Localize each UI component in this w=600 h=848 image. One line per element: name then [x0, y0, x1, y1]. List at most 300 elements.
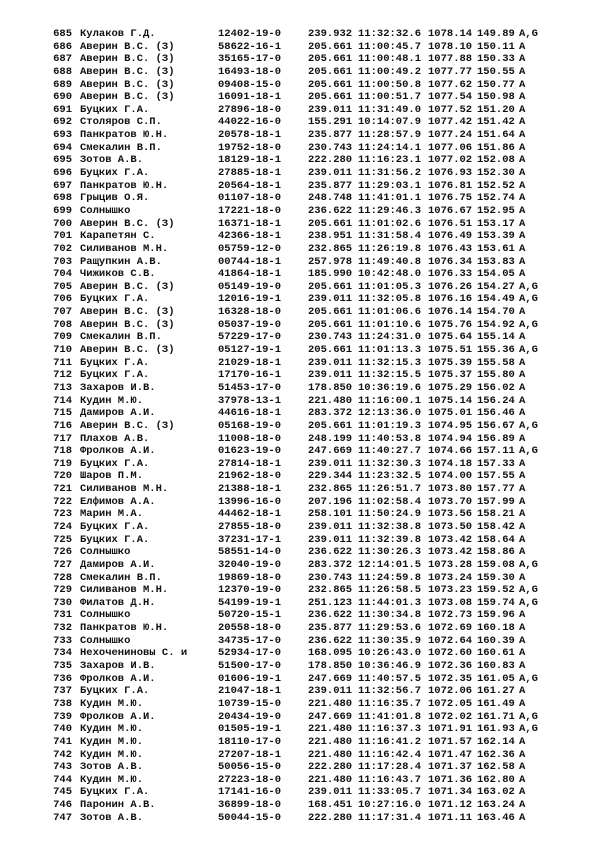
points: 155.36: [477, 344, 515, 357]
points: 162.80: [477, 773, 515, 786]
points: 162.36: [477, 748, 515, 761]
flags: A: [519, 634, 526, 647]
arrival-time: 10:26:43.0: [358, 647, 422, 660]
points: 153.39: [477, 230, 515, 243]
flags: A: [519, 192, 526, 205]
flags: A: [519, 811, 526, 824]
speed: 1076.26: [428, 280, 473, 293]
row-number: 732: [53, 622, 72, 635]
row-number: 690: [53, 91, 72, 104]
arrival-time: 11:02:58.4: [358, 495, 422, 508]
points: 150.77: [477, 78, 515, 91]
flags: A,G: [519, 28, 538, 40]
speed: 1073.42: [428, 533, 473, 546]
result-row: [46, 609, 586, 622]
row-number: 718: [53, 445, 72, 458]
result-row: [46, 812, 586, 825]
row-number: 719: [53, 457, 72, 470]
row-number: 704: [53, 268, 72, 281]
participant-name: Солнышко: [80, 204, 131, 217]
row-number: 707: [53, 306, 72, 319]
result-row: [46, 41, 586, 54]
distance-km: 239.011: [308, 685, 353, 698]
participant-name: Солнышко: [80, 609, 131, 622]
speed: 1077.02: [428, 154, 473, 167]
row-number: 685: [53, 28, 72, 40]
row-number: 703: [53, 255, 72, 268]
flags: A: [519, 470, 526, 483]
result-row: [46, 647, 586, 660]
flags: A: [519, 622, 526, 635]
speed: 1077.24: [428, 129, 473, 142]
result-row: [46, 205, 586, 218]
speed: 1075.29: [428, 381, 473, 394]
flags: A,G: [519, 280, 538, 293]
row-number: 708: [53, 318, 72, 331]
ring-code: 12016-19-1: [218, 293, 282, 306]
participant-name: Аверин В.С. (З): [80, 318, 175, 331]
distance-km: 232.865: [308, 584, 353, 597]
arrival-time: 11:00:50.8: [358, 78, 422, 91]
participant-name: Плахов А.В.: [80, 432, 150, 445]
flags: A: [519, 255, 526, 268]
points: 159.74: [477, 596, 515, 609]
speed: 1072.64: [428, 634, 473, 647]
arrival-time: 11:01:13.3: [358, 344, 422, 357]
arrival-time: 12:14:01.5: [358, 558, 422, 571]
speed: 1077.77: [428, 65, 473, 78]
arrival-time: 11:29:53.6: [358, 622, 422, 635]
result-row: [46, 749, 586, 762]
points: 159.08: [477, 558, 515, 571]
points: 156.67: [477, 419, 515, 432]
points: 151.86: [477, 141, 515, 154]
row-number: 699: [53, 204, 72, 217]
participant-name: Буцких Г.А.: [80, 356, 150, 369]
points: 155.80: [477, 369, 515, 382]
points: 151.64: [477, 129, 515, 142]
distance-km: 236.622: [308, 609, 353, 622]
speed: 1071.57: [428, 735, 473, 748]
points: 161.05: [477, 672, 515, 685]
points: 154.49: [477, 293, 515, 306]
result-row: [46, 180, 586, 193]
distance-km: 235.877: [308, 129, 353, 142]
points: 157.11: [477, 445, 515, 458]
result-row: [46, 395, 586, 408]
points: 152.95: [477, 204, 515, 217]
flags: A: [519, 697, 526, 710]
result-row: [46, 445, 586, 458]
arrival-time: 11:32:39.8: [358, 533, 422, 546]
distance-km: 235.877: [308, 179, 353, 192]
participant-name: Елфимов А.А.: [80, 495, 156, 508]
participant-name: Захаров И.В.: [80, 660, 156, 673]
distance-km: 221.480: [308, 697, 353, 710]
result-row: [46, 331, 586, 344]
points: 156.24: [477, 394, 515, 407]
flags: A: [519, 647, 526, 660]
arrival-time: 11:31:49.0: [358, 103, 422, 116]
distance-km: 239.011: [308, 457, 353, 470]
ring-code: 10739-15-0: [218, 697, 282, 710]
distance-km: 283.372: [308, 407, 353, 420]
speed: 1077.42: [428, 116, 473, 129]
result-row: [46, 420, 586, 433]
participant-name: Смекалин В.П.: [80, 141, 162, 154]
speed: 1073.08: [428, 596, 473, 609]
distance-km: 221.480: [308, 773, 353, 786]
row-number: 727: [53, 558, 72, 571]
participant-name: Чижиков С.В.: [80, 268, 156, 281]
row-number: 736: [53, 672, 72, 685]
speed: 1077.52: [428, 103, 473, 116]
row-number: 702: [53, 242, 72, 255]
arrival-time: 11:16:43.7: [358, 773, 422, 786]
participant-name: Кудин М.Ю.: [80, 394, 144, 407]
ring-code: 19752-18-0: [218, 141, 282, 154]
row-number: 712: [53, 369, 72, 382]
speed: 1072.02: [428, 710, 473, 723]
result-row: [46, 761, 586, 774]
arrival-time: 11:00:51.7: [358, 91, 422, 104]
points: 162.14: [477, 735, 515, 748]
distance-km: 221.480: [308, 394, 353, 407]
speed: 1072.36: [428, 660, 473, 673]
row-number: 716: [53, 419, 72, 432]
arrival-time: 11:16:41.2: [358, 735, 422, 748]
points: 150.11: [477, 40, 515, 53]
ring-code: 20578-18-1: [218, 129, 282, 142]
ring-code: 20434-19-0: [218, 710, 282, 723]
distance-km: 239.011: [308, 533, 353, 546]
ring-code: 01107-18-0: [218, 192, 282, 205]
ring-code: 44022-16-0: [218, 116, 282, 129]
ring-code: 44616-18-1: [218, 407, 282, 420]
row-number: 706: [53, 293, 72, 306]
result-row: [46, 79, 586, 92]
speed: 1073.80: [428, 483, 473, 496]
result-row: [46, 597, 586, 610]
participant-name: Буцких Г.А.: [80, 103, 150, 116]
speed: 1076.16: [428, 293, 473, 306]
row-number: 746: [53, 799, 72, 812]
distance-km: 239.011: [308, 356, 353, 369]
participant-name: Панкратов Ю.Н.: [80, 129, 169, 142]
arrival-time: 12:13:36.0: [358, 407, 422, 420]
result-row: [46, 293, 586, 306]
result-row: [46, 344, 586, 357]
arrival-time: 11:40:53.8: [358, 432, 422, 445]
result-row: [46, 382, 586, 395]
result-row: [46, 521, 586, 534]
points: 160.39: [477, 634, 515, 647]
result-row: [46, 635, 586, 648]
distance-km: 232.865: [308, 483, 353, 496]
participant-name: Панкратов Ю.Н.: [80, 179, 169, 192]
row-number: 730: [53, 596, 72, 609]
result-row: [46, 786, 586, 799]
speed: 1074.95: [428, 419, 473, 432]
flags: A: [519, 685, 526, 698]
participant-name: Аверин В.С. (З): [80, 78, 175, 91]
participant-name: Дамиров А.И.: [80, 558, 156, 571]
arrival-time: 11:32:56.7: [358, 685, 422, 698]
distance-km: 205.661: [308, 419, 353, 432]
arrival-time: 11:33:05.7: [358, 786, 422, 799]
result-row: [46, 483, 586, 496]
participant-name: Кудин М.Ю.: [80, 735, 144, 748]
result-row: [46, 116, 586, 129]
result-row: [46, 433, 586, 446]
row-number: 726: [53, 546, 72, 559]
participant-name: Фролков А.И.: [80, 672, 156, 685]
ring-code: 35165-17-0: [218, 53, 282, 66]
points: 154.27: [477, 280, 515, 293]
arrival-time: 11:26:58.5: [358, 584, 422, 597]
ring-code: 01505-19-1: [218, 723, 282, 736]
ring-code: 51453-17-0: [218, 381, 282, 394]
points: 154.92: [477, 318, 515, 331]
row-number: 747: [53, 811, 72, 824]
result-row: [46, 736, 586, 749]
result-row: [46, 306, 586, 319]
ring-code: 21962-18-0: [218, 470, 282, 483]
participant-name: Буцких Г.А.: [80, 520, 150, 533]
arrival-time: 11:01:19.3: [358, 419, 422, 432]
distance-km: 247.669: [308, 710, 353, 723]
distance-km: 235.877: [308, 622, 353, 635]
speed: 1076.75: [428, 192, 473, 205]
arrival-time: 11:24:59.8: [358, 571, 422, 584]
row-number: 734: [53, 647, 72, 660]
distance-km: 247.669: [308, 672, 353, 685]
arrival-time: 10:36:46.9: [358, 660, 422, 673]
speed: 1071.34: [428, 786, 473, 799]
ring-code: 54199-19-1: [218, 596, 282, 609]
points: 150.55: [477, 65, 515, 78]
flags: A,G: [519, 584, 538, 597]
result-row: [46, 470, 586, 483]
points: 153.61: [477, 242, 515, 255]
flags: A,G: [519, 318, 538, 331]
points: 162.58: [477, 761, 515, 774]
arrival-time: 11:16:00.1: [358, 394, 422, 407]
participant-name: Марин М.А.: [80, 508, 144, 521]
flags: A: [519, 483, 526, 496]
result-row: [46, 508, 586, 521]
points: 152.30: [477, 167, 515, 180]
distance-km: 238.951: [308, 230, 353, 243]
result-row: [46, 357, 586, 370]
row-number: 695: [53, 154, 72, 167]
distance-km: 221.480: [308, 723, 353, 736]
participant-name: Буцких Г.А.: [80, 786, 150, 799]
ring-code: 27885-18-1: [218, 167, 282, 180]
distance-km: 221.480: [308, 735, 353, 748]
speed: 1072.35: [428, 672, 473, 685]
arrival-time: 11:26:51.7: [358, 483, 422, 496]
participant-name: Кудин М.Ю.: [80, 748, 144, 761]
participant-name: Аверин В.С. (З): [80, 217, 175, 230]
participant-name: Кулаков Г.Д.: [80, 28, 156, 40]
ring-code: 18110-17-0: [218, 735, 282, 748]
speed: 1075.51: [428, 344, 473, 357]
flags: A: [519, 381, 526, 394]
distance-km: 247.669: [308, 445, 353, 458]
points: 161.27: [477, 685, 515, 698]
flags: A,G: [519, 445, 538, 458]
ring-code: 27855-18-0: [218, 520, 282, 533]
result-row: [46, 534, 586, 547]
row-number: 689: [53, 78, 72, 91]
points: 149.89: [477, 28, 515, 40]
points: 154.05: [477, 268, 515, 281]
result-row: [46, 142, 586, 155]
row-number: 735: [53, 660, 72, 673]
row-number: 713: [53, 381, 72, 394]
points: 152.52: [477, 179, 515, 192]
ring-code: 13996-16-0: [218, 495, 282, 508]
distance-km: 236.622: [308, 546, 353, 559]
result-row: [46, 256, 586, 269]
row-number: 738: [53, 697, 72, 710]
participant-name: Смекалин В.П.: [80, 331, 162, 344]
arrival-time: 11:29:46.3: [358, 204, 422, 217]
result-row: [46, 218, 586, 231]
distance-km: 239.011: [308, 786, 353, 799]
arrival-time: 11:24:31.0: [358, 331, 422, 344]
row-number: 691: [53, 103, 72, 116]
arrival-time: 10:36:19.6: [358, 381, 422, 394]
flags: A,G: [519, 723, 538, 736]
arrival-time: 11:01:06.6: [358, 306, 422, 319]
result-row: [46, 66, 586, 79]
speed: 1071.91: [428, 723, 473, 736]
flags: A: [519, 40, 526, 53]
participant-name: Буцких Г.А.: [80, 293, 150, 306]
flags: A: [519, 242, 526, 255]
speed: 1077.54: [428, 91, 473, 104]
row-number: 710: [53, 344, 72, 357]
row-number: 725: [53, 533, 72, 546]
flags: A: [519, 432, 526, 445]
ring-code: 32040-19-0: [218, 558, 282, 571]
participant-name: Аверин В.С. (З): [80, 306, 175, 319]
ring-code: 37231-17-1: [218, 533, 282, 546]
results-list: [46, 28, 586, 824]
flags: A,G: [519, 344, 538, 357]
speed: 1075.64: [428, 331, 473, 344]
result-row: [46, 91, 586, 104]
row-number: 688: [53, 65, 72, 78]
participant-name: Паронин А.В.: [80, 799, 156, 812]
points: 156.02: [477, 381, 515, 394]
row-number: 701: [53, 230, 72, 243]
row-number: 700: [53, 217, 72, 230]
result-row: [46, 407, 586, 420]
result-row: [46, 369, 586, 382]
row-number: 723: [53, 508, 72, 521]
arrival-time: 11:16:42.4: [358, 748, 422, 761]
flags: A: [519, 520, 526, 533]
points: 159.30: [477, 571, 515, 584]
speed: 1072.06: [428, 685, 473, 698]
row-number: 711: [53, 356, 72, 369]
participant-name: Фролков А.И.: [80, 445, 156, 458]
arrival-time: 11:00:48.1: [358, 53, 422, 66]
participant-name: Зотов А.В.: [80, 811, 144, 824]
distance-km: 239.011: [308, 167, 353, 180]
arrival-time: 10:42:48.0: [358, 268, 422, 281]
row-number: 692: [53, 116, 72, 129]
speed: 1077.06: [428, 141, 473, 154]
flags: A,G: [519, 596, 538, 609]
distance-km: 178.850: [308, 660, 353, 673]
row-number: 721: [53, 483, 72, 496]
flags: A: [519, 571, 526, 584]
participant-name: Зотов А.В.: [80, 154, 144, 167]
result-row: [46, 559, 586, 572]
points: 151.20: [477, 103, 515, 116]
ring-code: 20558-18-0: [218, 622, 282, 635]
points: 159.52: [477, 584, 515, 597]
flags: A: [519, 141, 526, 154]
points: 156.89: [477, 432, 515, 445]
arrival-time: 11:32:30.3: [358, 457, 422, 470]
distance-km: 168.451: [308, 799, 353, 812]
speed: 1074.66: [428, 445, 473, 458]
distance-km: 257.978: [308, 255, 353, 268]
points: 151.42: [477, 116, 515, 129]
result-row: [46, 53, 586, 66]
ring-code: 36899-18-0: [218, 799, 282, 812]
ring-code: 01606-19-1: [218, 672, 282, 685]
row-number: 745: [53, 786, 72, 799]
row-number: 697: [53, 179, 72, 192]
distance-km: 155.291: [308, 116, 353, 129]
speed: 1076.34: [428, 255, 473, 268]
arrival-time: 11:17:31.4: [358, 811, 422, 824]
result-row: [46, 723, 586, 736]
participant-name: Захаров И.В.: [80, 381, 156, 394]
participant-name: Дамиров А.И.: [80, 407, 156, 420]
arrival-time: 11:01:02.6: [358, 217, 422, 230]
flags: A: [519, 394, 526, 407]
speed: 1075.39: [428, 356, 473, 369]
result-row: [46, 243, 586, 256]
result-row: [46, 496, 586, 509]
result-row: [46, 167, 586, 180]
speed: 1071.12: [428, 799, 473, 812]
ring-code: 17141-16-0: [218, 786, 282, 799]
ring-code: 05127-19-1: [218, 344, 282, 357]
points: 152.74: [477, 192, 515, 205]
arrival-time: 11:00:45.7: [358, 40, 422, 53]
row-number: 729: [53, 584, 72, 597]
arrival-time: 11:28:57.9: [358, 129, 422, 142]
ring-code: 05759-12-0: [218, 242, 282, 255]
participant-name: Зотов А.В.: [80, 761, 144, 774]
participant-name: Карапетян С.: [80, 230, 156, 243]
speed: 1075.14: [428, 394, 473, 407]
speed: 1076.67: [428, 204, 473, 217]
arrival-time: 11:16:37.3: [358, 723, 422, 736]
flags: A: [519, 230, 526, 243]
result-row: [46, 268, 586, 281]
arrival-time: 11:31:58.4: [358, 230, 422, 243]
flags: A: [519, 204, 526, 217]
